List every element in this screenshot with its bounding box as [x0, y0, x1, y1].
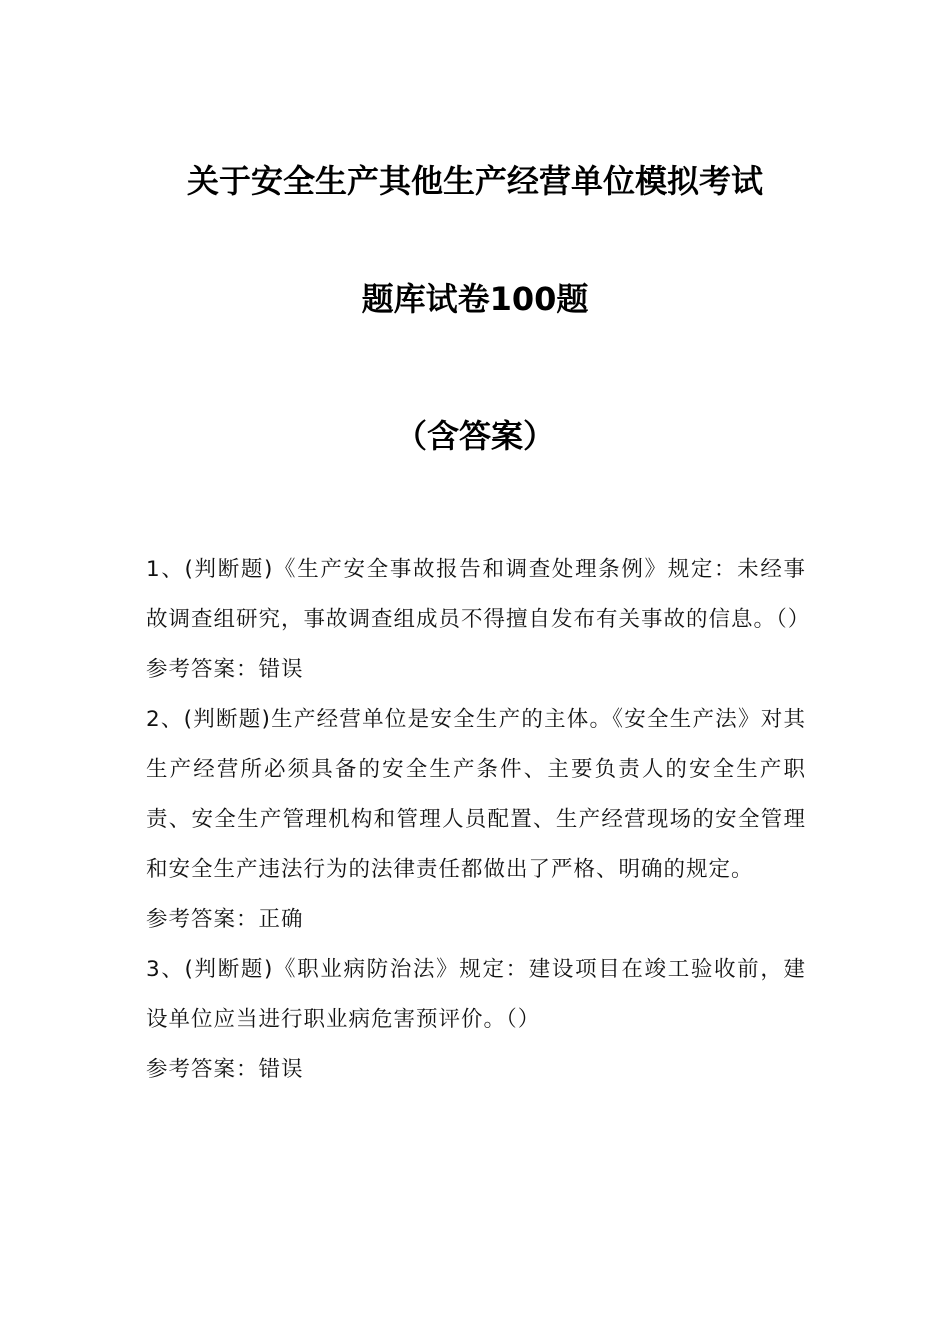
document-title-line-1: 关于安全生产其他生产经营单位模拟考试: [186, 162, 763, 200]
question-text: 3、(判断题)《职业病防治法》规定：建设项目在竣工验收前，建设单位应当进行职业病危害预评价。（）: [146, 957, 806, 1032]
document-title-line-2: 题库试卷100题: [361, 280, 589, 318]
question-list: [146, 545, 811, 1095]
question-text: 1、(判断题)《生产安全事故报告和调查处理条例》规定：未经事故调查组研究，事故调查组成员不得擅自发布有关事故的信息。（）: [146, 557, 811, 632]
reference-answer: 参考答案：正确: [146, 907, 304, 932]
question-item: [146, 545, 811, 695]
reference-answer: 参考答案：错误: [146, 1057, 304, 1082]
question-item: [146, 695, 806, 945]
question-text: 2、(判断题)生产经营单位是安全生产的主体。《安全生产法》对其生产经营所必须具备的安全生产条件、主要负责人的安全生产职责、安全生产管理机构和管理人员配置、生产经营现场的安全管理和安全生产违法行为的法律责任都做出了严格、明确的规定。: [146, 707, 806, 882]
question-item: [146, 945, 806, 1095]
reference-answer: 参考答案：错误: [146, 657, 304, 682]
document-title-line-3: （含答案）: [394, 417, 555, 455]
